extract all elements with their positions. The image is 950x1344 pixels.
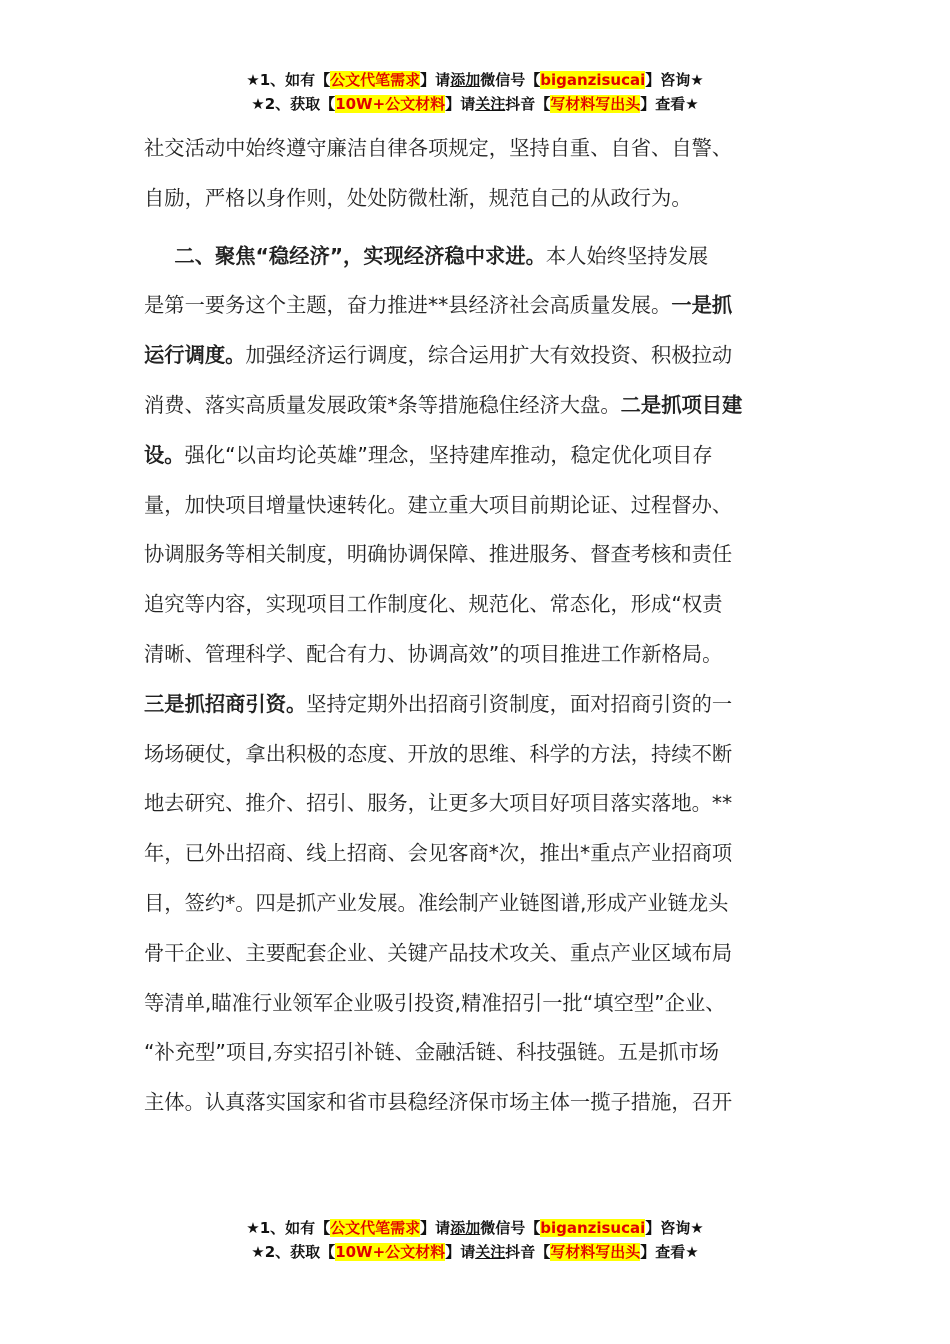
bold-run: 运行调度。 [144, 343, 246, 368]
text-line [144, 281, 809, 331]
text-line: 追究等内容，实现项目工作制度化、规范化、常态化，形成“权责 [144, 592, 723, 617]
banner-text: ★2、获取【 [251, 95, 336, 113]
banner-line-1 [0, 68, 950, 92]
text-line: 目，签约*。四是抓产业发展。准绘制产业链图谱,形成产业链龙头 [144, 890, 729, 915]
banner-text: 】查看★ [640, 1243, 699, 1261]
banner-wechat-id: biganzisucai [540, 71, 646, 89]
section-heading: 二、聚焦“稳经济”，实现经济稳中求进。 [174, 243, 546, 268]
text-line: 清晰、管理科学、配合有力、协调高效”的项目推进工作新格局。 [144, 641, 723, 666]
banner-text: 】请 [445, 1243, 476, 1261]
banner-douyin-id: 写材料写出头 [550, 1243, 641, 1261]
banner-text: 抖音【 [505, 95, 551, 113]
banner-highlight: 10W+公文材料 [335, 1243, 446, 1261]
text-line: 社交活动中始终遵守廉洁自律各项规定，坚持自重、自省、自警、 [144, 136, 733, 160]
banner-highlight: 公文代笔需求 [330, 1219, 421, 1237]
bold-run: 一是抓 [671, 293, 733, 318]
banner-text: 】咨询★ [645, 1219, 704, 1237]
banner-line-2 [0, 1240, 950, 1264]
text-run: 加强经济运行调度，综合运用扩大有效投资、积极拉动 [245, 343, 733, 368]
banner-underlined: 关注 [475, 1243, 506, 1261]
text-line: 等清单,瞄准行业领军企业吸引投资,精准招引一批“填空型”企业、 [144, 990, 726, 1015]
text-line: 主体。认真落实国家和省市县稳经济保市场主体一揽子措施，召开 [144, 1090, 733, 1115]
text-line [144, 680, 809, 730]
banner-highlight: 10W+公文材料 [335, 95, 446, 113]
text-line: 自励，严格以身作则，处处防微杜渐，规范自己的从政行为。 [144, 185, 692, 210]
text-line [144, 431, 809, 481]
text-line [144, 331, 809, 381]
bold-run: 三是抓招商引资。 [144, 691, 307, 716]
banner-underlined: 添加 [450, 1219, 481, 1237]
banner-highlight: 公文代笔需求 [330, 71, 421, 89]
text-run: 本人始终坚持发展 [545, 243, 709, 268]
banner-text: 】查看★ [640, 95, 699, 113]
bold-run: 设。 [144, 442, 185, 467]
banner-wechat-id: biganzisucai [540, 1219, 646, 1237]
banner-text: ★1、如有【 [246, 71, 331, 89]
text-line: 场场硬仗，拿出积极的态度、开放的思维、科学的方法，持续不断 [144, 741, 733, 766]
banner-text: 微信号【 [480, 71, 541, 89]
banner-line-2 [0, 92, 950, 116]
banner-text: ★1、如有【 [246, 1219, 331, 1237]
text-line: “补充型”项目,夯实招引补链、金融活链、科技强链。五是抓市场 [144, 1040, 720, 1065]
text-line: 量，加快项目增量快速转化。建立重大项目前期论证、过程督办、 [144, 492, 733, 517]
text-run: 强化“以亩均论英雄”理念，坚持建库推动，稳定优化项目存 [184, 442, 713, 467]
document-body [144, 124, 809, 1128]
banner-text: ★2、获取【 [251, 1243, 336, 1261]
banner-text: 】咨询★ [645, 71, 704, 89]
text-line: 协调服务等相关制度，明确协调保障、推进服务、督查考核和责任 [144, 542, 733, 567]
text-line [144, 381, 809, 431]
banner-text: 】请 [420, 1219, 451, 1237]
banner-text: 抖音【 [505, 1243, 551, 1261]
text-run: 消费、落实高质量发展政策*条等措施稳住经济大盘。 [144, 392, 621, 417]
text-line: 地去研究、推介、招引、服务，让更多大项目好项目落实落地。** [144, 791, 733, 816]
text-run: 是第一要务这个主题，奋力推进**县经济社会高质量发展。 [144, 293, 672, 318]
section-heading-line [144, 232, 809, 282]
bold-run: 二是抓项目建 [620, 392, 743, 417]
banner-text: 】请 [445, 95, 476, 113]
banner-text: 微信号【 [480, 1219, 541, 1237]
banner-text: 】请 [420, 71, 451, 89]
text-run: 坚持定期外出招商引资制度，面对招商引资的一 [306, 691, 733, 716]
text-line: 骨干企业、主要配套企业、关键产品技术攻关、重点产业区域布局 [144, 940, 733, 965]
header-banner [0, 68, 950, 116]
text-line: 年，已外出招商、线上招商、会见客商*次，推出*重点产业招商项 [144, 841, 733, 866]
banner-underlined: 关注 [475, 95, 506, 113]
footer-banner [0, 1216, 950, 1264]
banner-line-1 [0, 1216, 950, 1240]
banner-underlined: 添加 [450, 71, 481, 89]
banner-douyin-id: 写材料写出头 [550, 95, 641, 113]
